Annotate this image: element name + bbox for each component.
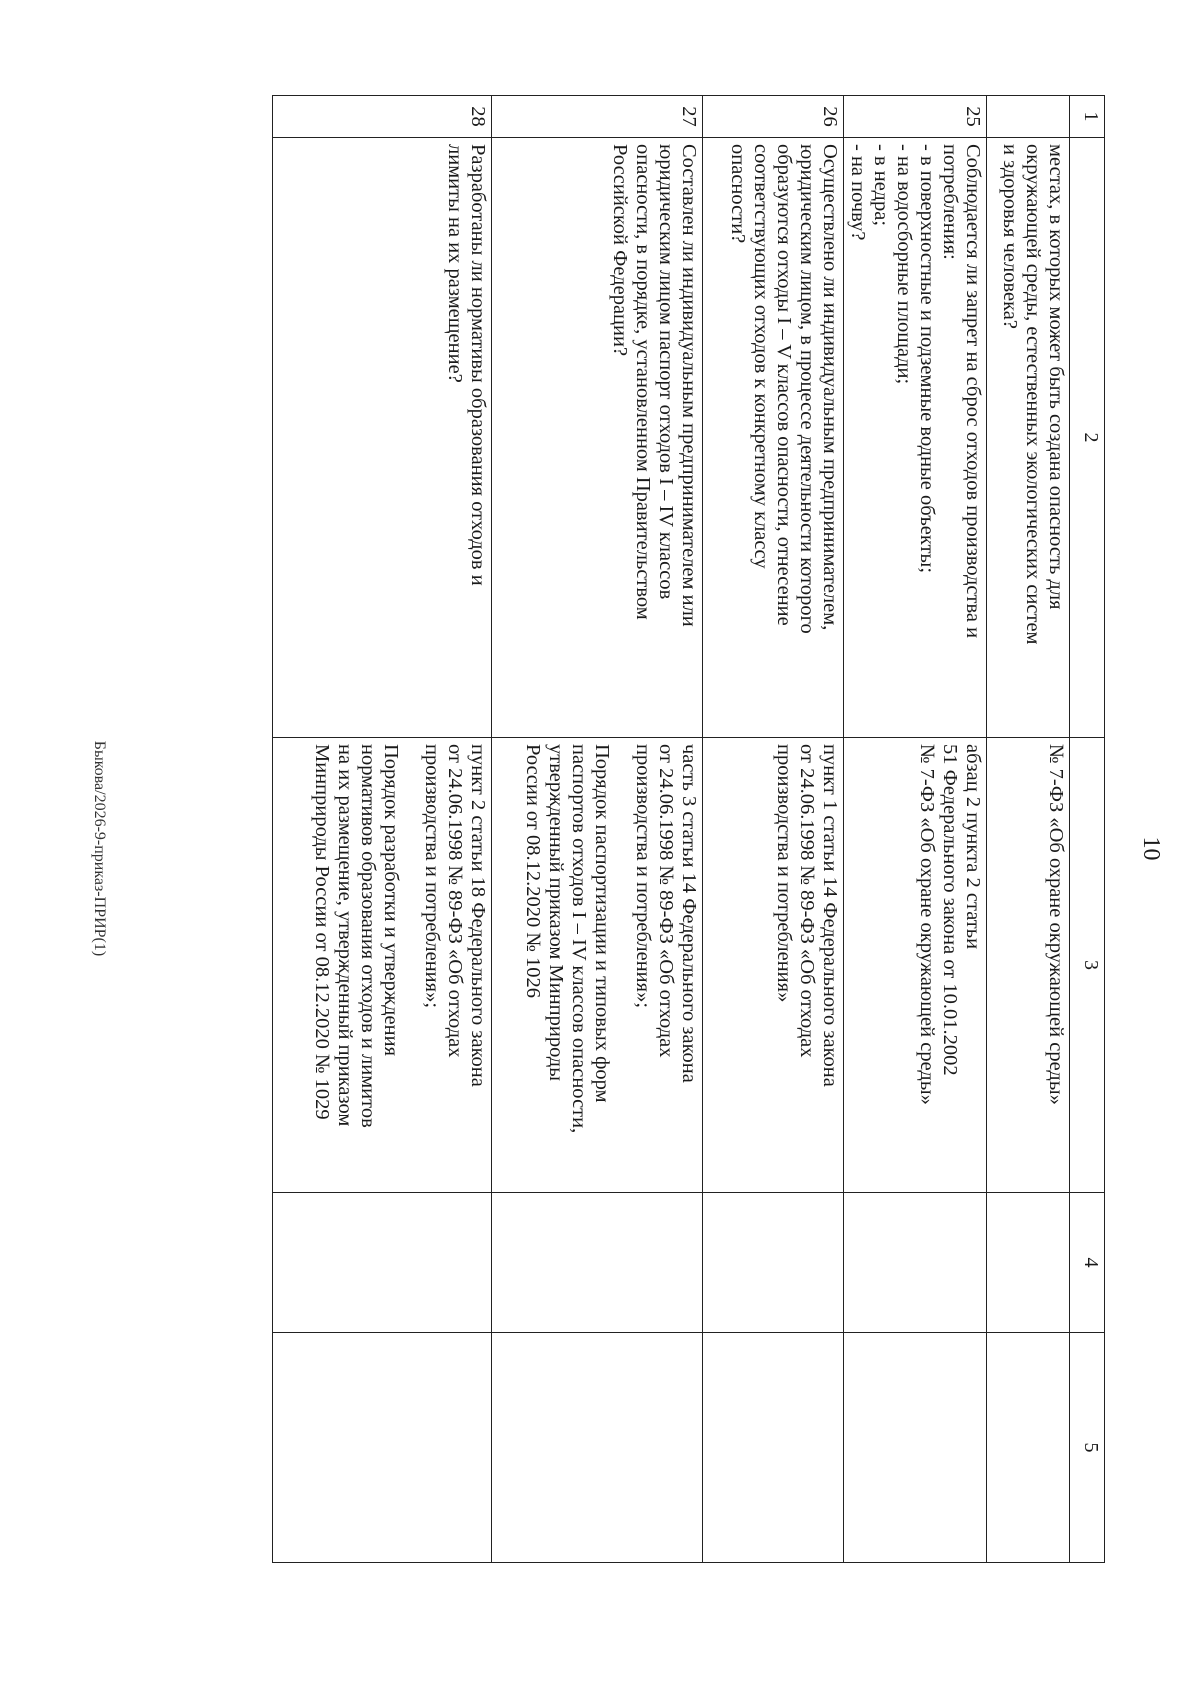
table-row: [492, 96, 703, 1563]
question-line: - в недра;: [870, 144, 892, 227]
table-row-continuation: [987, 96, 1070, 1563]
question-line: образуются отходы I – V классов опасности, отнесение: [773, 144, 795, 626]
reference-line: утвержденный приказом Минприроды: [545, 744, 567, 1081]
reference-cell: [273, 738, 492, 1193]
reference-cell: [492, 738, 703, 1193]
header-col-3: 3: [1070, 738, 1105, 1193]
note-cell: [844, 1333, 987, 1563]
header-col-1: 1: [1070, 96, 1105, 138]
page-number: 10: [1138, 836, 1164, 861]
reference-line: Минприроды России от 08.12.2020 № 1029: [311, 744, 333, 1120]
reference-line: России от 08.12.2020 № 1026: [522, 744, 544, 999]
question-line: Российской Федерации?: [609, 144, 631, 357]
reference-line: от 24.06.1998 № 89-ФЗ «Об отходах: [796, 744, 818, 1058]
reference-line: 51 Федерального закона от 10.01.2002: [939, 744, 961, 1076]
reference-line: пункт 2 статьи 18 Федерального закона: [467, 744, 489, 1087]
row-number-cell: 25: [844, 96, 987, 138]
question-line: соответствующих отходов к конкретному классу: [750, 144, 772, 569]
reference-paragraph: [521, 744, 613, 1187]
question-line: - на водосборные площади;: [893, 144, 915, 385]
table-body: [273, 96, 1070, 1563]
reference-line: Порядок паспортизации и типовых форм: [591, 744, 613, 1103]
question-line: - в поверхностные и подземные водные объекты;: [916, 144, 938, 574]
question-line: опасности, в порядке, установленном Правительством: [632, 144, 654, 620]
table-row: [844, 96, 987, 1563]
reference-paragraph: [310, 744, 402, 1187]
question-line: Составлен ли индивидуальным предпринимателем или: [678, 144, 700, 627]
question-line: окружающей среды, естественных экологических систем: [1022, 144, 1044, 645]
question-line: - на почву?: [847, 144, 869, 241]
question-line: опасности?: [727, 144, 749, 244]
row-number-cell: 28: [273, 96, 492, 138]
reference-line: производства и потребления»: [773, 744, 795, 1003]
question-cell: [273, 138, 492, 738]
note-cell: [492, 1333, 703, 1563]
question-line: юридическим лицом, в процессе деятельности которого: [796, 144, 818, 634]
question-line: лимиты на их размещение?: [444, 144, 466, 383]
reference-line: часть 3 статьи 14 Федерального закона: [678, 744, 700, 1083]
document-footer-code: Быкова/2026-9-приказ-ПРИР(1): [91, 740, 108, 957]
header-col-5: 5: [1070, 1333, 1105, 1563]
reference-line: абзац 2 пункта 2 статьи: [962, 744, 984, 950]
reference-paragraph: [772, 744, 841, 1187]
reference-cell: [844, 738, 987, 1193]
question-cell: [987, 138, 1070, 738]
table-header-row: [1070, 96, 1105, 1563]
row-number-cell: [987, 96, 1070, 138]
question-line: Осуществлено ли индивидуальным предпринимателем,: [819, 144, 841, 631]
reference-line: Порядок разработки и утверждения: [380, 744, 402, 1056]
reference-line: от 24.06.1998 № 89-ФЗ «Об отходах: [655, 744, 677, 1058]
question-cell: [844, 138, 987, 738]
answer-cell: [273, 1193, 492, 1333]
answer-cell: [492, 1193, 703, 1333]
checklist-table: [272, 95, 1105, 1563]
reference-line: нормативов образования отходов и лимитов: [357, 744, 379, 1128]
question-cell: [492, 138, 703, 738]
note-cell: [703, 1333, 844, 1563]
reference-line: № 7-ФЗ «Об охране окружающей среды»: [1045, 744, 1067, 1105]
reference-line: пункт 1 статьи 14 Федерального закона: [819, 744, 841, 1087]
note-cell: [987, 1333, 1070, 1563]
question-line: местах, в которых может быть создана опасность для: [1045, 144, 1067, 610]
header-col-2: 2: [1070, 138, 1105, 738]
note-cell: [273, 1333, 492, 1563]
question-line: потребления:: [939, 144, 961, 260]
reference-line: производства и потребления»;: [421, 744, 443, 1009]
reference-line: на их размещение, утвержденный приказом: [334, 744, 356, 1127]
reference-paragraph: [915, 744, 984, 1187]
table-row: [703, 96, 844, 1563]
row-number-cell: 26: [703, 96, 844, 138]
reference-line: № 7-ФЗ «Об охране окружающей среды»: [916, 744, 938, 1105]
header-col-4: 4: [1070, 1193, 1105, 1333]
question-cell: [703, 138, 844, 738]
answer-cell: [703, 1193, 844, 1333]
reference-line: от 24.06.1998 № 89-ФЗ «Об отходах: [444, 744, 466, 1058]
table-row: [273, 96, 492, 1563]
question-line: юридическим лицом паспорт отходов I – IV классов: [655, 144, 677, 600]
reference-cell: [703, 738, 844, 1193]
reference-paragraph: [631, 744, 700, 1187]
reference-line: производства и потребления»;: [632, 744, 654, 1009]
question-line: Разработаны ли нормативы образования отходов и: [467, 144, 489, 586]
question-line: Соблюдается ли запрет на сброс отходов производства и: [962, 144, 984, 639]
answer-cell: [987, 1193, 1070, 1333]
reference-paragraph: [420, 744, 489, 1187]
row-number-cell: 27: [492, 96, 703, 138]
reference-line: паспортов отходов I – IV классов опасности,: [568, 744, 590, 1134]
question-line: и здоровья человека?: [999, 144, 1021, 329]
answer-cell: [844, 1193, 987, 1333]
reference-cell: [987, 738, 1070, 1193]
